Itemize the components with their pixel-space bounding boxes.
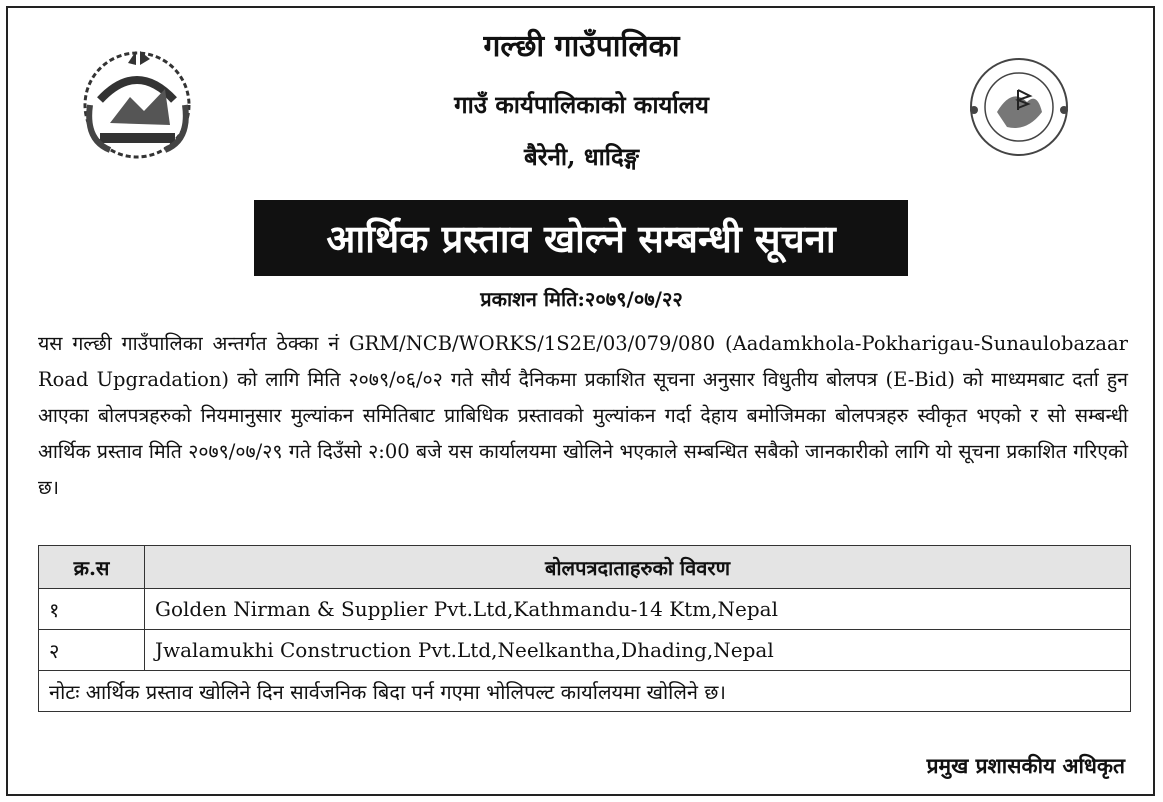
bidders-table [38, 545, 1131, 712]
table-row [39, 589, 1131, 630]
signature-title: प्रमुख प्रशासकीय अधिकृत [926, 753, 1125, 778]
table-row [39, 630, 1131, 671]
row-serial: २ [39, 630, 145, 671]
notice-title: आर्थिक प्रस्ताव खोल्ने सम्बन्धी सूचना [254, 200, 908, 276]
row-bidder: Golden Nirman & Supplier Pvt.Ltd,Kathmandu-14 Ktm,Nepal [145, 589, 1131, 630]
row-bidder: Jwalamukhi Construction Pvt.Ltd,Neelkantha,Dhading,Nepal [145, 630, 1131, 671]
header-serial: क्र.स [39, 546, 145, 589]
publication-date: प्रकाशन मिति:२०७९/०७/२२ [480, 287, 683, 311]
table-note-row [39, 671, 1131, 712]
office-address: बैरेनी, धादिङ्ग [524, 142, 639, 171]
row-serial: १ [39, 589, 145, 630]
table-header-row [39, 546, 1131, 589]
office-name: गाउँ कार्यपालिकाको कार्यालय [454, 90, 709, 119]
notice-body: यस गल्छी गाउँपालिका अन्तर्गत ठेक्का नं GRM/NCB/WORKS/1S2E/03/079/080 (Aadamkhola-Pokharigau-Sunaulobazaar Road Upgradation) को लागि मिति २०७९/०६/०२ गते सौर्य दैनिकमा प्रकाशित सूचना अनुसार विधुतीय बोलपत्र (E-Bid) को माध्यमबाट दर्ता हुन आएका बोलपत्रहरुको नियमानुसार मुल्यांकन समितिबाट प्राबिधिक प्रस्तावको मुल्यांकन गर्दा देहाय बमोजिमका बोलपत्रहरु स्वीकृत भएको र सो सम्बन्धी आर्थिक प्रस्ताव मिति २०७९/०७/२९ गते दिउँसो २:00 बजे यस कार्यालयमा खोलिने भएकाले सम्बन्धित सबैको जानकारीको लागि यो सूचना प्रकाशित गरिएको छ। [38, 332, 1128, 499]
municipality-name: गल्छी गाउँपालिका [483, 29, 680, 64]
table-note: नोटः आर्थिक प्रस्ताव खोलिने दिन सार्वजनिक बिदा पर्न गएमा भोलिपल्ट कार्यालयमा खोलिने छ। [39, 671, 1131, 712]
header-bidder-details: बोलपत्रदाताहरुको विवरण [145, 546, 1131, 589]
